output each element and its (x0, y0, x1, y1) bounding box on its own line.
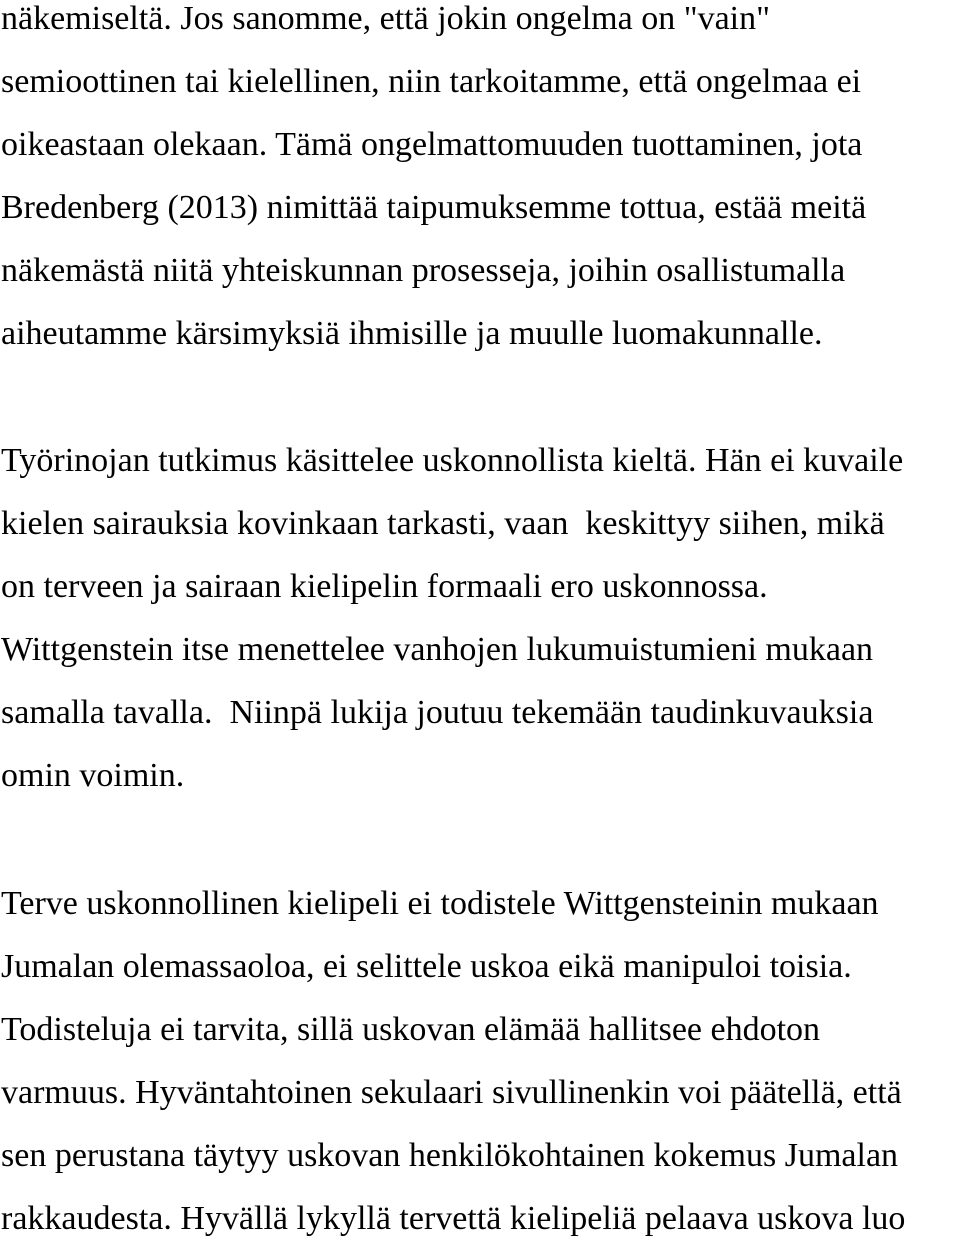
text-line: rakkaudesta. Hyvällä lykyllä tervettä kielipeliä pelaava uskova luo (1, 1200, 906, 1237)
text-line: Wittgenstein itse menettelee vanhojen lukumuistumieni mukaan (1, 631, 874, 668)
text-line: varmuus. Hyväntahtoinen sekulaari sivullinenkin voi päätellä, että (1, 1074, 902, 1111)
text-line: Jumalan olemassaoloa, ei selittele uskoa eikä manipuloi toisia. (1, 948, 852, 985)
text-line: Terve uskonnollinen kielipeli ei todistele Wittgensteinin mukaan (1, 885, 879, 922)
text-line: sen perustana täytyy uskovan henkilökohtainen kokemus Jumalan (1, 1137, 899, 1174)
text-line: kielen sairauksia kovinkaan tarkasti, vaan keskittyy siihen, mikä (1, 505, 885, 542)
text-line: näkemiseltä. Jos sanomme, että jokin ongelma on "vain" (1, 0, 770, 37)
text-line: Bredenberg (2013) nimittää taipumuksemme tottua, estää meitä (1, 189, 867, 226)
text-line: oikeastaan olekaan. Tämä ongelmattomuuden tuottaminen, jota (1, 126, 863, 163)
text-line: samalla tavalla. Niinpä lukija joutuu tekemään taudinkuvauksia (1, 694, 874, 731)
text-line: Työrinojan tutkimus käsittelee uskonnollista kieltä. Hän ei kuvaile (1, 442, 904, 479)
text-line: näkemästä niitä yhteiskunnan prosesseja, joihin osallistumalla (1, 252, 846, 289)
text-line: aiheutamme kärsimyksiä ihmisille ja muulle luomakunnalle. (1, 315, 823, 352)
text-line: omin voimin. (1, 757, 185, 794)
text-line: Todisteluja ei tarvita, sillä uskovan elämää hallitsee ehdoton (1, 1011, 821, 1048)
text-line: on terveen ja sairaan kielipelin formaali ero uskonnossa. (1, 568, 768, 605)
text-line: semioottinen tai kielellinen, niin tarkoitamme, että ongelmaa ei (1, 63, 862, 100)
